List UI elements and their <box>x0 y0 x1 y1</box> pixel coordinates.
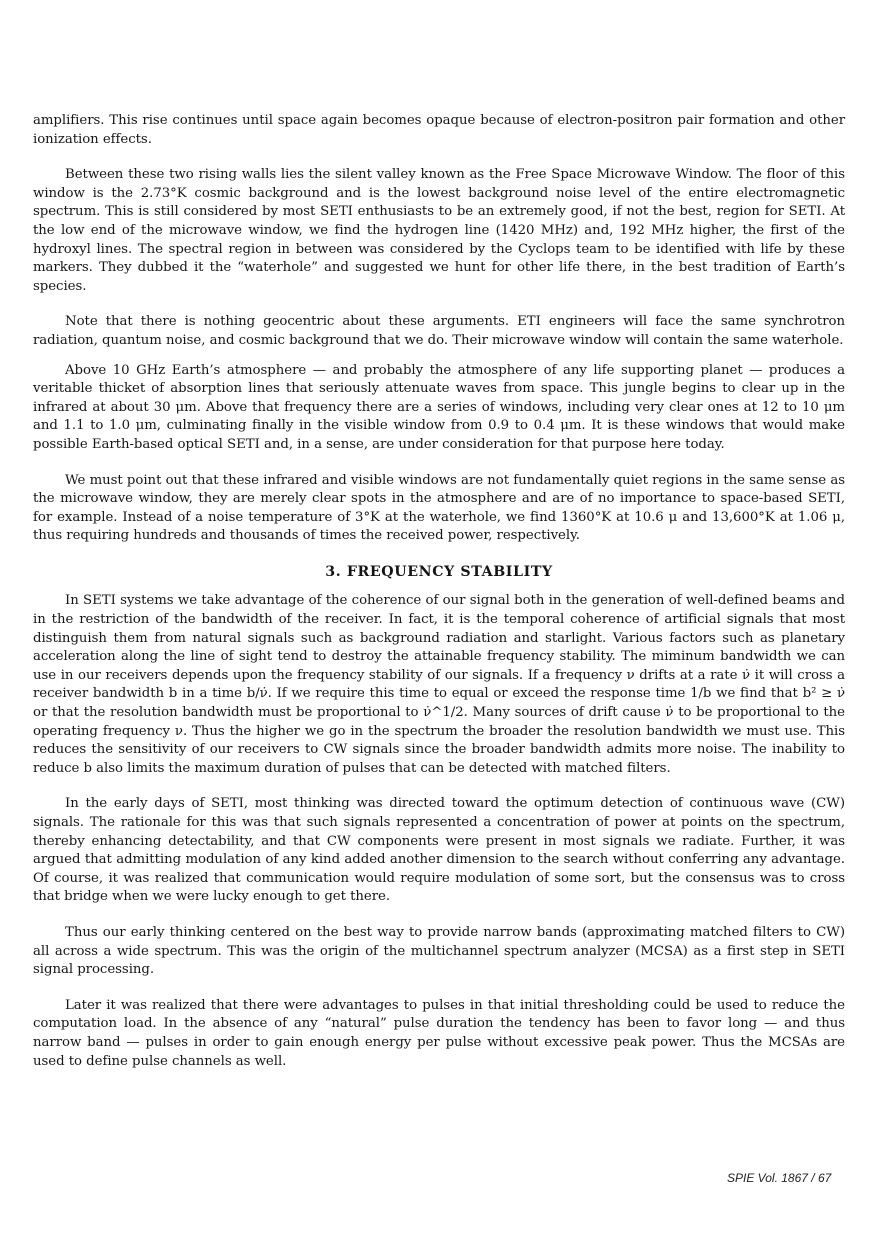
paragraph: amplifiers. This rise continues until space again becomes opaque because of electron-positron pair formation and other ionization effects. <box>33 113 845 147</box>
body-text <box>33 112 845 1088</box>
paragraph: Later it was realized that there were advantages to pulses in that initial thresholding could be used to reduce the computation load. In the absence of any “natural” pulse duration the tendency has been to favor long — and thus narrow band — pulses in order to gain enough energy per pulse without excessive peak power. Thus the MCSAs are used to define pulse channels as well. <box>33 997 845 1069</box>
paragraph: Thus our early thinking centered on the best way to provide narrow bands (approximating matched filters to CW) all across a wide spectrum. This was the origin of the multichannel spectrum analyzer (MCSA) as a first step in SETI signal processing. <box>33 924 845 978</box>
paragraph: In the early days of SETI, most thinking was directed toward the optimum detection of continuous wave (CW) signals. The rationale for this was that such signals represented a concentration of power at points on the spectrum, thereby enhancing detectability, and that CW components were present in most signals we radiate. Further, it was argued that admitting modulation of any kind added another dimension to the search without conferring any advantage. Of course, it was realized that communication would require modulation of some sort, but the consensus was to cross that bridge when we were lucky enough to get there. <box>33 796 845 905</box>
page-footer: SPIE Vol. 1867 / 67 <box>727 1171 832 1185</box>
paragraph: Note that there is nothing geocentric about these arguments. ETI engineers will face the same synchrotron radiation, quantum noise, and cosmic background that we do. Their microwave window will contain the same waterhole. <box>33 314 845 348</box>
paragraph: We must point out that these infrared and visible windows are not fundamentally quiet regions in the same sense as the microwave window, they are merely clear spots in the atmosphere and are of no importance to space-based SETI, for example. Instead of a noise temperature of 3°K at the waterhole, we find 1360°K at 10.6 μ and 13,600°K at 1.06 μ, thus requiring hundreds and thousands of times the received power, respectively. <box>33 472 845 544</box>
paragraph: In SETI systems we take advantage of the coherence of our signal both in the generation of well-defined beams and in the restriction of the bandwidth of the receiver. In fact, it is the temporal coherence of artificial signals that most distinguish them from natural signals such as background radiation and starlight. Various factors such as planetary acceleration along the line of sight tend to destroy the attainable frequency stability. The miminum bandwidth we can use in our receivers depends upon the frequency stability of our signals. If a frequency ν drifts at a rate ν̇ it will cross a receiver bandwidth b in a time b/ν̇. If we require this time to equal or exceed the response time 1/b we find that b² ≥ ν̇ or that the resolution bandwidth must be proportional to ν̇^1/2. Many sources of drift cause ν̇ to be proportional to the operating frequency ν. Thus the higher we go in the spectrum the broader the resolution bandwidth we must use. This reduces the sensitivity of our receivers to CW signals since the broader bandwidth admits more noise. The inability to reduce b also limits the maximum duration of pulses that can be detected with matched filters. <box>33 593 845 776</box>
paragraph: Between these two rising walls lies the silent valley known as the Free Space Microwave Window. The floor of this window is the 2.73°K cosmic background and is the lowest background noise level of the entire electromagnetic spectrum. This is still considered by most SETI enthusiasts to be an extremely good, if not the best, region for SETI. At the low end of the microwave window, we find the hydrogen line (1420 MHz) and, 192 MHz higher, the first of the hydroxyl lines. The spectral region in between was considered by the Cyclops team to be identified with life by these markers. They dubbed it the “waterhole” and suggested we hunt for other life there, in the best tradition of Earth’s species. <box>33 167 845 294</box>
section-heading: 3. FREQUENCY STABILITY <box>325 563 553 580</box>
paragraph: Above 10 GHz Earth’s atmosphere — and probably the atmosphere of any life supporting planet — produces a veritable thicket of absorption lines that seriously attenuate waves from space. This jungle begins to clear up in the infrared at about 30 μm. Above that frequency there are a series of windows, including very clear ones at 12 to 10 μm and 1.1 to 1.0 μm, culminating finally in the visible window from 0.9 to 0.4 μm. It is these windows that would make possible Earth-based optical SETI and, in a sense, are under consideration for that purpose here today. <box>33 362 845 452</box>
